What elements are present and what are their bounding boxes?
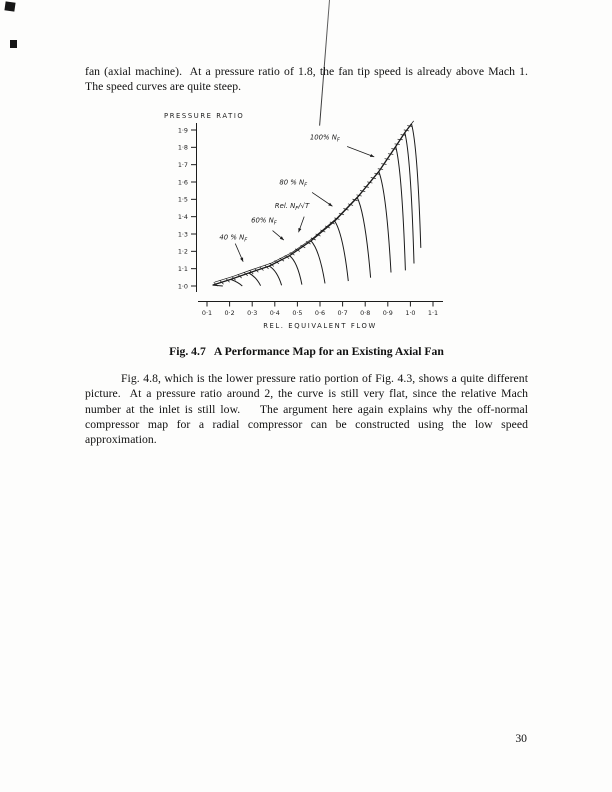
- x-axis-title: REL. EQUIVALENT FLOW: [263, 322, 377, 330]
- x-tick-label: 0·9: [382, 309, 393, 317]
- curve-label: 60% $N_F$: [251, 216, 277, 227]
- scan-artifact: [10, 40, 17, 48]
- body-paragraph-2: Fig. 4.8, which is the lower pressure ratio portion of Fig. 4.3, shows a quite different picture. At a pressure ratio around 2, the curve is still very flat, since the relative Mach number at the inlet is still low. The argument here again explains why the off-normal compressor map for a radial compressor can be constructed using the low speed approximation.: [85, 372, 528, 447]
- y-tick-label: 1·0: [177, 282, 188, 291]
- x-tick-label: 0·6: [314, 309, 326, 317]
- speed-curves: [213, 124, 421, 286]
- y-tick-label: 1·2: [177, 247, 188, 256]
- annotations: [219, 134, 374, 262]
- speed-curve: [379, 172, 391, 273]
- arrowhead-icon: [370, 154, 374, 157]
- arrowhead-icon: [298, 228, 301, 232]
- curve-label: 80 % $N_F$: [279, 178, 308, 189]
- y-tick-label: 1·4: [177, 212, 188, 221]
- figure-caption: Fig. 4.7 A Performance Map for an Existing Axial Fan: [169, 345, 444, 358]
- page-number: 30: [515, 732, 527, 745]
- leader-arrow: [347, 146, 374, 156]
- x-axis: [198, 302, 443, 331]
- x-tick-label: 0·3: [247, 309, 258, 317]
- speed-curve: [405, 133, 414, 264]
- y-tick-label: 1·3: [177, 230, 188, 239]
- arrowhead-icon: [240, 257, 243, 261]
- scan-artifact: [4, 1, 15, 11]
- x-tick-label: 1·1: [427, 309, 439, 317]
- y-tick-label: 1·8: [177, 143, 188, 152]
- y-axis: [164, 112, 244, 292]
- x-tick-label: 0·2: [224, 309, 235, 317]
- speed-curve: [357, 198, 370, 278]
- speed-curve: [269, 266, 281, 285]
- speed-curve: [311, 241, 325, 284]
- body-paragraph-1: fan (axial machine). At a pressure ratio of 1.8, the fan tip speed is already above Mach 1. The speed curves are quite steep.: [85, 65, 528, 94]
- x-tick-label: 1·0: [405, 309, 416, 317]
- curve-label: Rel. $N_F/√T$: [274, 202, 310, 212]
- speed-curve: [396, 147, 406, 271]
- arrowhead-icon: [328, 203, 332, 207]
- x-tick-label: 0·7: [337, 309, 348, 317]
- speed-curve: [231, 279, 243, 286]
- speed-curve: [335, 221, 349, 281]
- x-tick-label: 0·5: [292, 309, 303, 317]
- curve-label: 100% $N_F$: [309, 133, 340, 144]
- y-tick-label: 1·5: [177, 195, 188, 204]
- y-tick-label: 1·6: [177, 178, 188, 187]
- x-tick-label: 0·1: [201, 309, 213, 317]
- y-tick-label: 1·9: [177, 126, 188, 135]
- fan-performance-map-chart: [150, 106, 460, 341]
- curve-label: 40 % $N_F$: [219, 233, 248, 244]
- speed-curve: [290, 256, 302, 285]
- y-tick-label: 1·1: [177, 264, 188, 273]
- y-tick-label: 1·7: [177, 160, 188, 169]
- y-axis-title: PRESSURE RATIO: [164, 112, 245, 120]
- x-tick-label: 0·4: [269, 309, 280, 317]
- speed-curve: [249, 273, 261, 286]
- figure-4-7: [150, 106, 460, 346]
- x-tick-label: 0·8: [360, 309, 371, 317]
